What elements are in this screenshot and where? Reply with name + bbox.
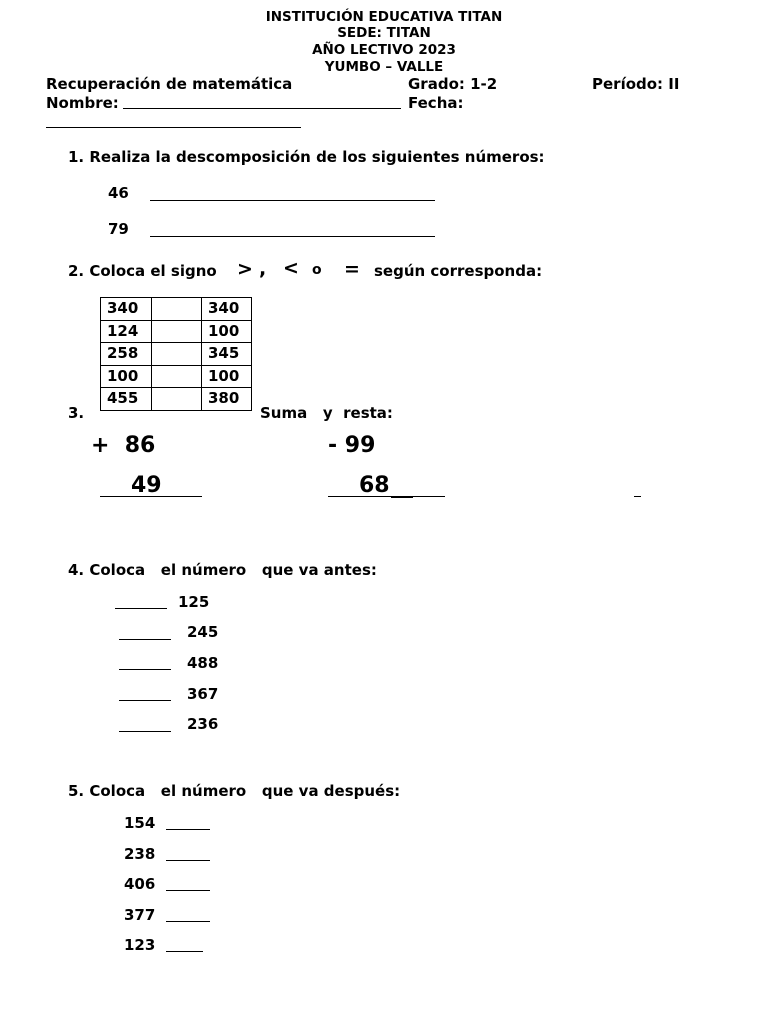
date-label: Fecha: <box>408 94 464 112</box>
q1-prompt: 1. Realiza la descomposición de los siguientes números: <box>68 148 545 166</box>
q5-blank-1[interactable] <box>166 829 210 830</box>
left-value: 340 <box>101 298 152 321</box>
q4-number-3: 488 <box>187 654 219 672</box>
q5-blank-3[interactable] <box>166 890 210 891</box>
q1-number-2: 79 <box>108 220 129 238</box>
q1-answer-line-2[interactable] <box>150 236 435 237</box>
grade-label: Grado: 1-2 <box>408 75 498 93</box>
school-city: YUMBO – VALLE <box>324 59 444 75</box>
less-than-sign: < <box>283 257 299 279</box>
name-label: Nombre: <box>46 94 119 112</box>
date-line[interactable] <box>46 127 301 128</box>
table-row <box>101 365 252 388</box>
subtraction-underline-mark <box>391 496 413 498</box>
q4-blank-1[interactable] <box>115 608 167 609</box>
q4-prompt: 4. Coloca el número que va antes: <box>68 561 377 579</box>
addition-top: + 86 <box>91 433 156 458</box>
right-value: 345 <box>202 343 252 366</box>
left-value: 455 <box>101 388 152 411</box>
q4-number-2: 245 <box>187 623 219 641</box>
addition-bottom: 49 <box>131 473 162 498</box>
q5-number-3: 406 <box>124 875 156 893</box>
sign-cell[interactable] <box>152 298 202 321</box>
comparison-table <box>100 297 252 411</box>
q2-prompt-suffix: según corresponda: <box>374 262 543 280</box>
right-value: 340 <box>202 298 252 321</box>
equals-sign: = <box>344 258 360 280</box>
sign-or: o <box>312 262 322 278</box>
q4-number-5: 236 <box>187 715 219 733</box>
greater-than-sign: > <box>237 258 253 280</box>
sign-cell[interactable] <box>152 365 202 388</box>
period-label: Período: II <box>592 75 680 93</box>
right-value: 380 <box>202 388 252 411</box>
subject-label: Recuperación de matemática <box>46 75 293 93</box>
right-value: 100 <box>202 320 252 343</box>
q4-blank-2[interactable] <box>119 639 171 640</box>
q5-number-5: 123 <box>124 936 156 954</box>
q4-blank-4[interactable] <box>119 700 171 701</box>
q1-number-1: 46 <box>108 184 129 202</box>
q1-answer-line-1[interactable] <box>150 200 435 201</box>
q4-blank-5[interactable] <box>119 731 171 732</box>
addition-result-line[interactable] <box>100 496 202 497</box>
subtraction-bottom: 68 <box>359 473 390 498</box>
left-value: 124 <box>101 320 152 343</box>
q5-blank-2[interactable] <box>166 860 210 861</box>
q2-prompt-prefix: 2. Coloca el signo <box>68 262 217 280</box>
q3-number: 3. <box>68 404 85 422</box>
sign-cell[interactable] <box>152 320 202 343</box>
q5-blank-4[interactable] <box>166 921 210 922</box>
table-row <box>101 388 252 411</box>
q5-number-1: 154 <box>124 814 156 832</box>
q3-title: Suma y resta: <box>260 404 393 422</box>
q4-number-4: 367 <box>187 685 219 703</box>
q5-prompt: 5. Coloca el número que va después: <box>68 782 401 800</box>
table-row <box>101 343 252 366</box>
sign-comma: , <box>259 258 267 280</box>
subtraction-top: - 99 <box>328 433 376 458</box>
left-value: 258 <box>101 343 152 366</box>
q4-number-1: 125 <box>178 593 210 611</box>
sign-cell[interactable] <box>152 388 202 411</box>
q4-blank-3[interactable] <box>119 669 171 670</box>
subtraction-result-line[interactable] <box>328 496 445 497</box>
sign-cell[interactable] <box>152 343 202 366</box>
school-name: INSTITUCIÓN EDUCATIVA TITAN <box>265 9 503 25</box>
right-value: 100 <box>202 365 252 388</box>
q5-number-4: 377 <box>124 906 156 924</box>
school-year: AÑO LECTIVO 2023 <box>312 42 456 58</box>
stray-underline-mark <box>634 496 641 497</box>
name-line[interactable] <box>123 108 401 109</box>
table-row <box>101 298 252 321</box>
left-value: 100 <box>101 365 152 388</box>
q5-number-2: 238 <box>124 845 156 863</box>
q5-blank-5[interactable] <box>166 951 203 952</box>
table-row <box>101 320 252 343</box>
school-site: SEDE: TITAN <box>337 25 431 41</box>
